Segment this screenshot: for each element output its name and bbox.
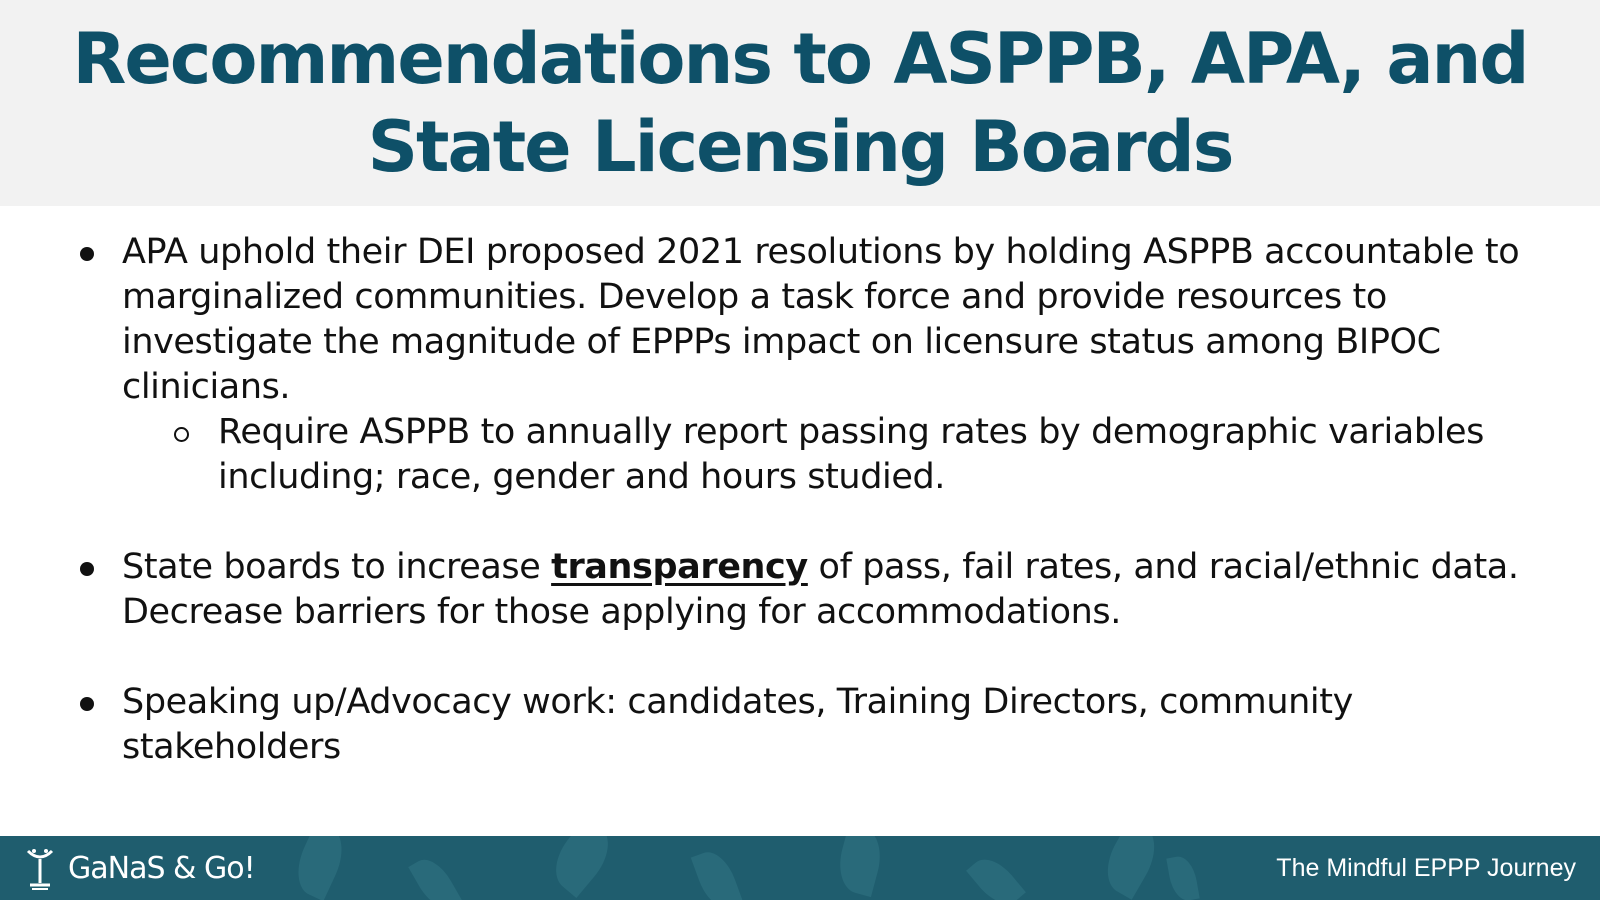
- sub-bullet-item-report: [70, 410, 1540, 500]
- bullet-item-advocacy: [70, 680, 1540, 770]
- bullet-dot-icon: [80, 697, 94, 711]
- bullet-text-start: State boards to increase: [122, 547, 552, 587]
- sub-bullet-circle-icon: [174, 427, 189, 442]
- bullet-dot-icon: [80, 562, 94, 576]
- title-band: [0, 0, 1600, 206]
- sub-bullet-text: Require ASPPB to annually report passing rates by demographic variables including; race, gender and hours studied.: [218, 412, 1484, 497]
- footer-tagline: The Mindful EPPP Journey: [1276, 854, 1576, 882]
- bullet-text: Speaking up/Advocacy work: candidates, Training Directors, community stakeholders: [122, 682, 1353, 767]
- bullet-list: [70, 230, 1540, 770]
- emphasis-transparency: transparency: [551, 547, 808, 587]
- bullet-dot-icon: [80, 247, 94, 261]
- footer-bar: [0, 836, 1600, 900]
- bullet-text-end: of pass, fail rates, and racial/ethnic data. Decrease barriers for those applying for accommodations.: [122, 547, 1519, 632]
- logo: [20, 844, 255, 892]
- bullet-item-state-boards: [70, 545, 1540, 635]
- bullet-item-apa: [70, 230, 1540, 410]
- goblet-icon: [20, 845, 60, 891]
- slide-title: Recommendations to ASPPB, APA, and State Licensing Boards: [72, 18, 1528, 188]
- logo-text: GaNaS & Go!: [68, 850, 255, 886]
- bullet-text: APA uphold their DEI proposed 2021 resolutions by holding ASPPB accountable to marginalized communities. Develop a task force and provide resources to investigate the magnitude of EPPPs impact on licensure status among BIPOC clinicians.: [122, 232, 1520, 407]
